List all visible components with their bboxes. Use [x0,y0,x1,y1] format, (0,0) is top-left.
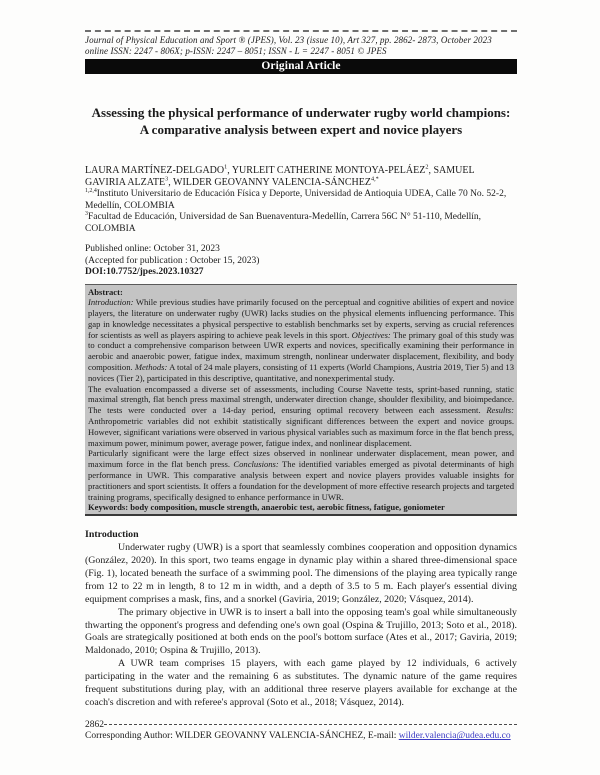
published-online: Published online: October 31, 2023 [85,244,220,254]
email-link[interactable]: wilder.valencia@udea.edu.co [398,731,511,742]
corresponding-author-label: Corresponding Author: WILDER GEOVANNY VALENCIA-SÁNCHEZ, E-mail: [85,731,399,742]
corresponding-author-line [85,731,517,743]
abstract-paragraph-1: Introduction: While previous studies have primarily focused on the perceptual and cognitive abilities of expert and novice players, the literature on underwater rugby (UWR) lacks studies on the physical elements influencing performance. This gap in knowledge necessitates a physical perspective to establish benchmarks set by experts, serving as crucial references for scientists as well as players aspiring to achieve peak levels in this sport. Objectives: The primary goal of this study was to conduct a comprehensive comparison between UWR experts and novices, specifically examining their performance in aerobic and anaerobic power, fatigue index, maximum strength, nonlinear underwater displacement, flexibility, and body composition. Methods: A total of 24 male players, consisting of 11 experts (World Champions, Austria 2019, Tier 5) and 13 novices (Tier 2), participated in this descriptive, quantitative, and nonexperimental study. [88,297,515,383]
abstract-label: Abstract: [88,286,123,297]
publication-info [85,244,517,279]
footer-dash-line [104,724,517,725]
abstract-box [85,284,517,517]
paper-title-line2: A comparative analysis between expert and novice players [139,121,463,137]
abstract-paragraph-2: The evaluation encompassed a diverse set of assessments, including Course Navette tests, sprint-based running, static maximal strength, flat bench press maximal strength, underwater direction change, shoulder flexibility, and bioimpedance. The tests were conducted over a 14-day period, ensuring optimal recovery between each assessment. Results: Anthropometric variables did not exhibit statistically significant differences between the expert and novice groups. However, significant variations were observed in various physical variables such as maximum force in the flat bench press, maximum power, minimum power, average power, fatigue index, and nonlinear displacement. [88,383,514,448]
introduction-section [85,529,517,710]
journal-header-line2: online ISSN: 2247 - 806X; p-ISSN: 2247 – 8051; ISSN - L = 2247 - 8051 © JPES [85,46,387,56]
affiliation-1: $^{1,2,4}$Instituto Universitario de Educación Física y Deporte, Universidad de Antioquia UDEA, Calle 70 No. 52-2, Medellín, COLOMBIA [85,187,507,211]
journal-header [85,30,517,74]
introduction-heading: Introduction [85,529,139,541]
paper-title [85,105,517,138]
page-footer [85,720,517,743]
footer-page-number-row [85,720,517,732]
footer-page-number: 2862 [85,719,104,730]
abstract-paragraph-3: Particularly significant were the large effect sizes observed in nonlinear underwater displacement, mean power, and maximum force in the flat bench press. Conclusions: The identified variables emerged as pivotal determinants of high performance in UWR. This comparative analysis between expert and novice players provides valuable insights for practitioners and sport scientists. It offers a foundation for the development of more effective research projects and targeted training programs, specifically designed to enhance performance in UWR. [88,448,514,502]
doi: DOI:10.7752/jpes.2023.10327 [85,267,204,277]
intro-paragraph-1: Underwater rugby (UWR) is a sport that seamlessly combines cooperation and opposition dynamics (González, 2020). In this sport, two teams engage in dynamic play within a shared three-dimensional space (Fig. 1), located beneath the surface of a swimming pool. The dimensions of the playing area typically range from 12 to 22 m in length, 8 to 12 m in width, and a depth of 3.5 to 5 m. Each player's essential diving equipment comprises a mask, fins, and a snorkel (Gaviria, 2019; González, 2020; Vásquez, 2014). [85,542,517,605]
accepted-note: (Accepted for publication : October 15, 2023) [85,255,260,266]
paper-title-line1: Assessing the physical performance of underwater rugby world champions: [91,105,511,120]
original-article-bar: Original Article [85,59,517,74]
keywords-line: Keywords: body composition, muscle strength, anaerobic test, aerobic fitness, fatigue, goniometer [88,502,445,513]
intro-paragraph-3: A UWR team comprises 15 players, with each game played by 12 individuals, 6 actively participating in the water and the remaining 6 as substitutes. The dynamic nature of the game requires frequent substitutions during play, with an additional three reserve players available for exchange at the coach's discretion and with referee's approval (Soto et al., 2018; Vásquez, 2014). [85,658,517,709]
page-content [85,0,517,743]
journal-header-line1: Journal of Physical Education and Sport ® (JPES), Vol. 23 (issue 10), Art 327, pp. 2862- 2873, October 2023 [85,35,492,45]
intro-paragraph-2: The primary objective in UWR is to insert a ball into the opposing team's goal while simultaneously thwarting the opponent's progress and defending one's own goal (Ospina & Trujillo, 2013; Soto et al., 2018). Goals are strategically positioned at both ends on the pool's bottom surface (Ates et al., 2017; Gaviria, 2019; Maldonado, 2010; Ospina & Trujillo, 2013). [85,606,517,657]
affiliations-block [85,189,517,235]
authors-line: LAURA MARTÍNEZ-DELGADO$^1$, YURLEIT CATHERINE MONTOYA-PELÁEZ$^2$, SAMUEL GAVIRIA ALZATE$^3$, WILDER GEOVANNY VALENCIA-$SÁNCHEZ^{4,*}$ [85,163,475,188]
affiliation-2: $^3$Facultad de Educación, Universidad de San Buenaventura-Medellín, Carrera 56C N° 51-110, Medellín, COLOMBIA [85,210,482,234]
